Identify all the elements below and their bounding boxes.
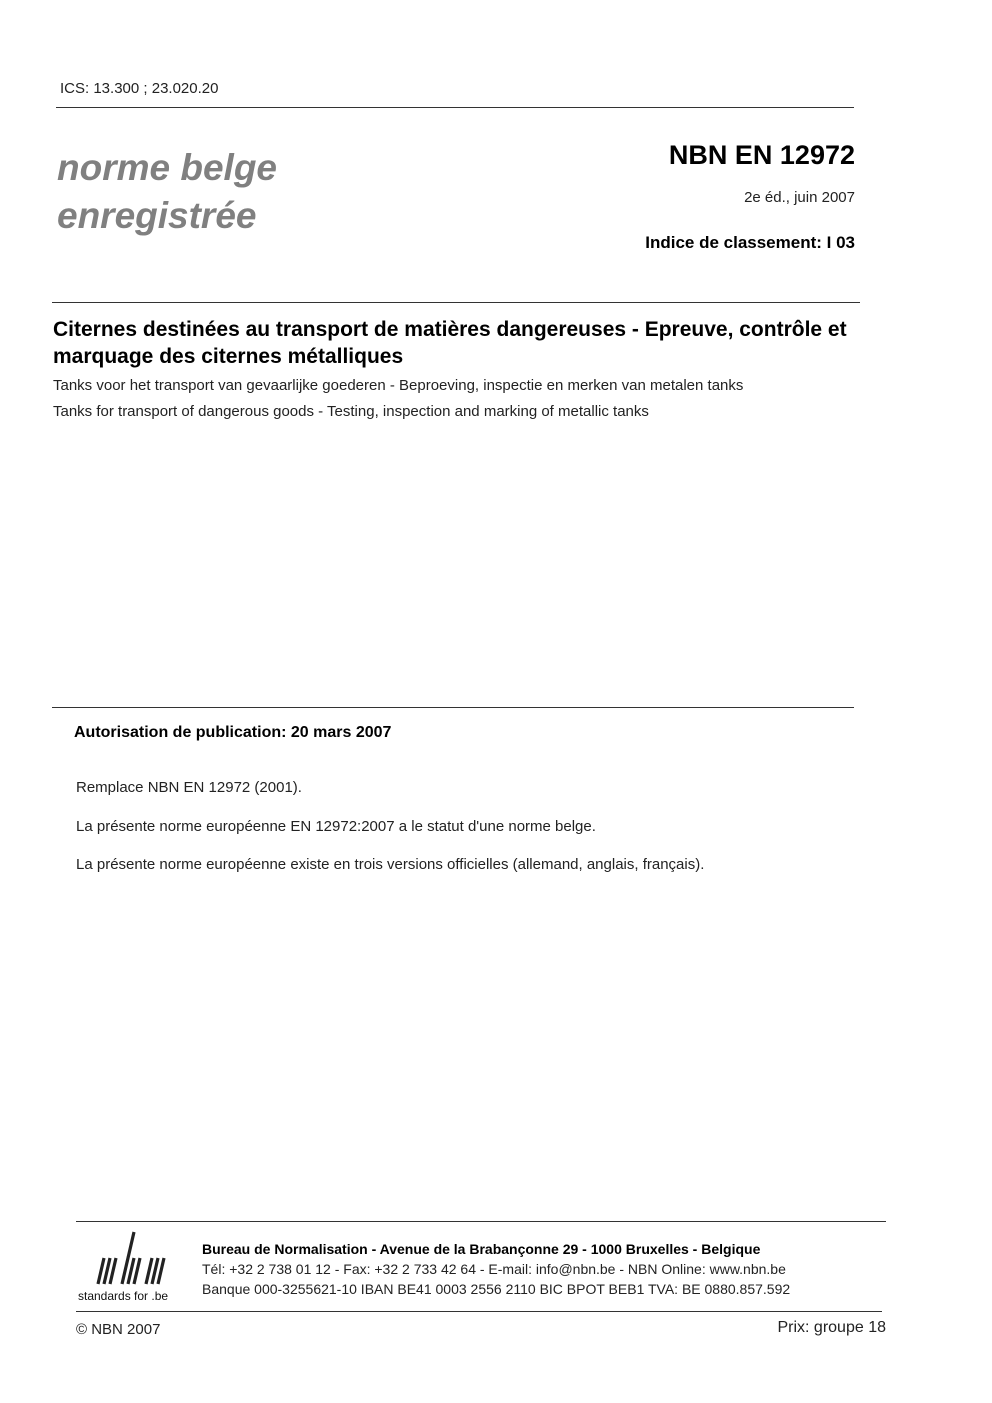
title-dutch: Tanks voor het transport van gevaarlijke goederen - Beproeving, inspectie en merken van metalen tanks bbox=[53, 377, 744, 394]
title-french: Citernes destinées au transport de matières dangereuses - Epreuve, contrôle et marquage des citernes métalliques bbox=[53, 318, 847, 368]
price-group: Prix: groupe 18 bbox=[777, 1319, 886, 1336]
contact-info: Tél: +32 2 738 01 12 - Fax: +32 2 733 42 64 - E-mail: info@nbn.be - NBN Online: www.nbn.be bbox=[202, 1261, 786, 1277]
bank-info: Banque 000-3255621-10 IBAN BE41 0003 2556 2110 BIC BPOT BEB1 TVA: BE 0880.857.592 bbox=[202, 1281, 791, 1297]
header-divider bbox=[56, 107, 854, 108]
ics-code: ICS: 13.300 ; 23.020.20 bbox=[60, 80, 219, 97]
classification-index: Indice de classement: I 03 bbox=[645, 233, 855, 252]
bureau-address: Bureau de Normalisation - Avenue de la Brabançonne 29 - 1000 Bruxelles - Belgique bbox=[202, 1241, 761, 1257]
publication-authorization: Autorisation de publication: 20 mars 2007 bbox=[74, 724, 392, 741]
note-status: La présente norme européenne EN 12972:2007 a le statut d'une norme belge. bbox=[76, 818, 596, 835]
brand-line-1: norme belge bbox=[57, 147, 277, 188]
title-divider bbox=[52, 302, 860, 303]
brand-line-2: enregistrée bbox=[57, 195, 257, 236]
edition-date: 2e éd., juin 2007 bbox=[744, 189, 855, 206]
publication-divider bbox=[52, 707, 854, 708]
logo-tagline: standards for .be bbox=[78, 1289, 169, 1303]
note-versions: La présente norme européenne existe en trois versions officielles (allemand, anglais, français). bbox=[76, 856, 705, 873]
footer-divider-top bbox=[76, 1221, 886, 1222]
footer-divider-bottom bbox=[76, 1311, 882, 1312]
standard-number: NBN EN 12972 bbox=[668, 140, 855, 170]
copyright: © NBN 2007 bbox=[76, 1321, 161, 1338]
title-english: Tanks for transport of dangerous goods - Testing, inspection and marking of metallic tanks bbox=[53, 403, 649, 420]
note-replaces: Remplace NBN EN 12972 (2001). bbox=[76, 779, 302, 796]
brand-title bbox=[57, 144, 277, 240]
